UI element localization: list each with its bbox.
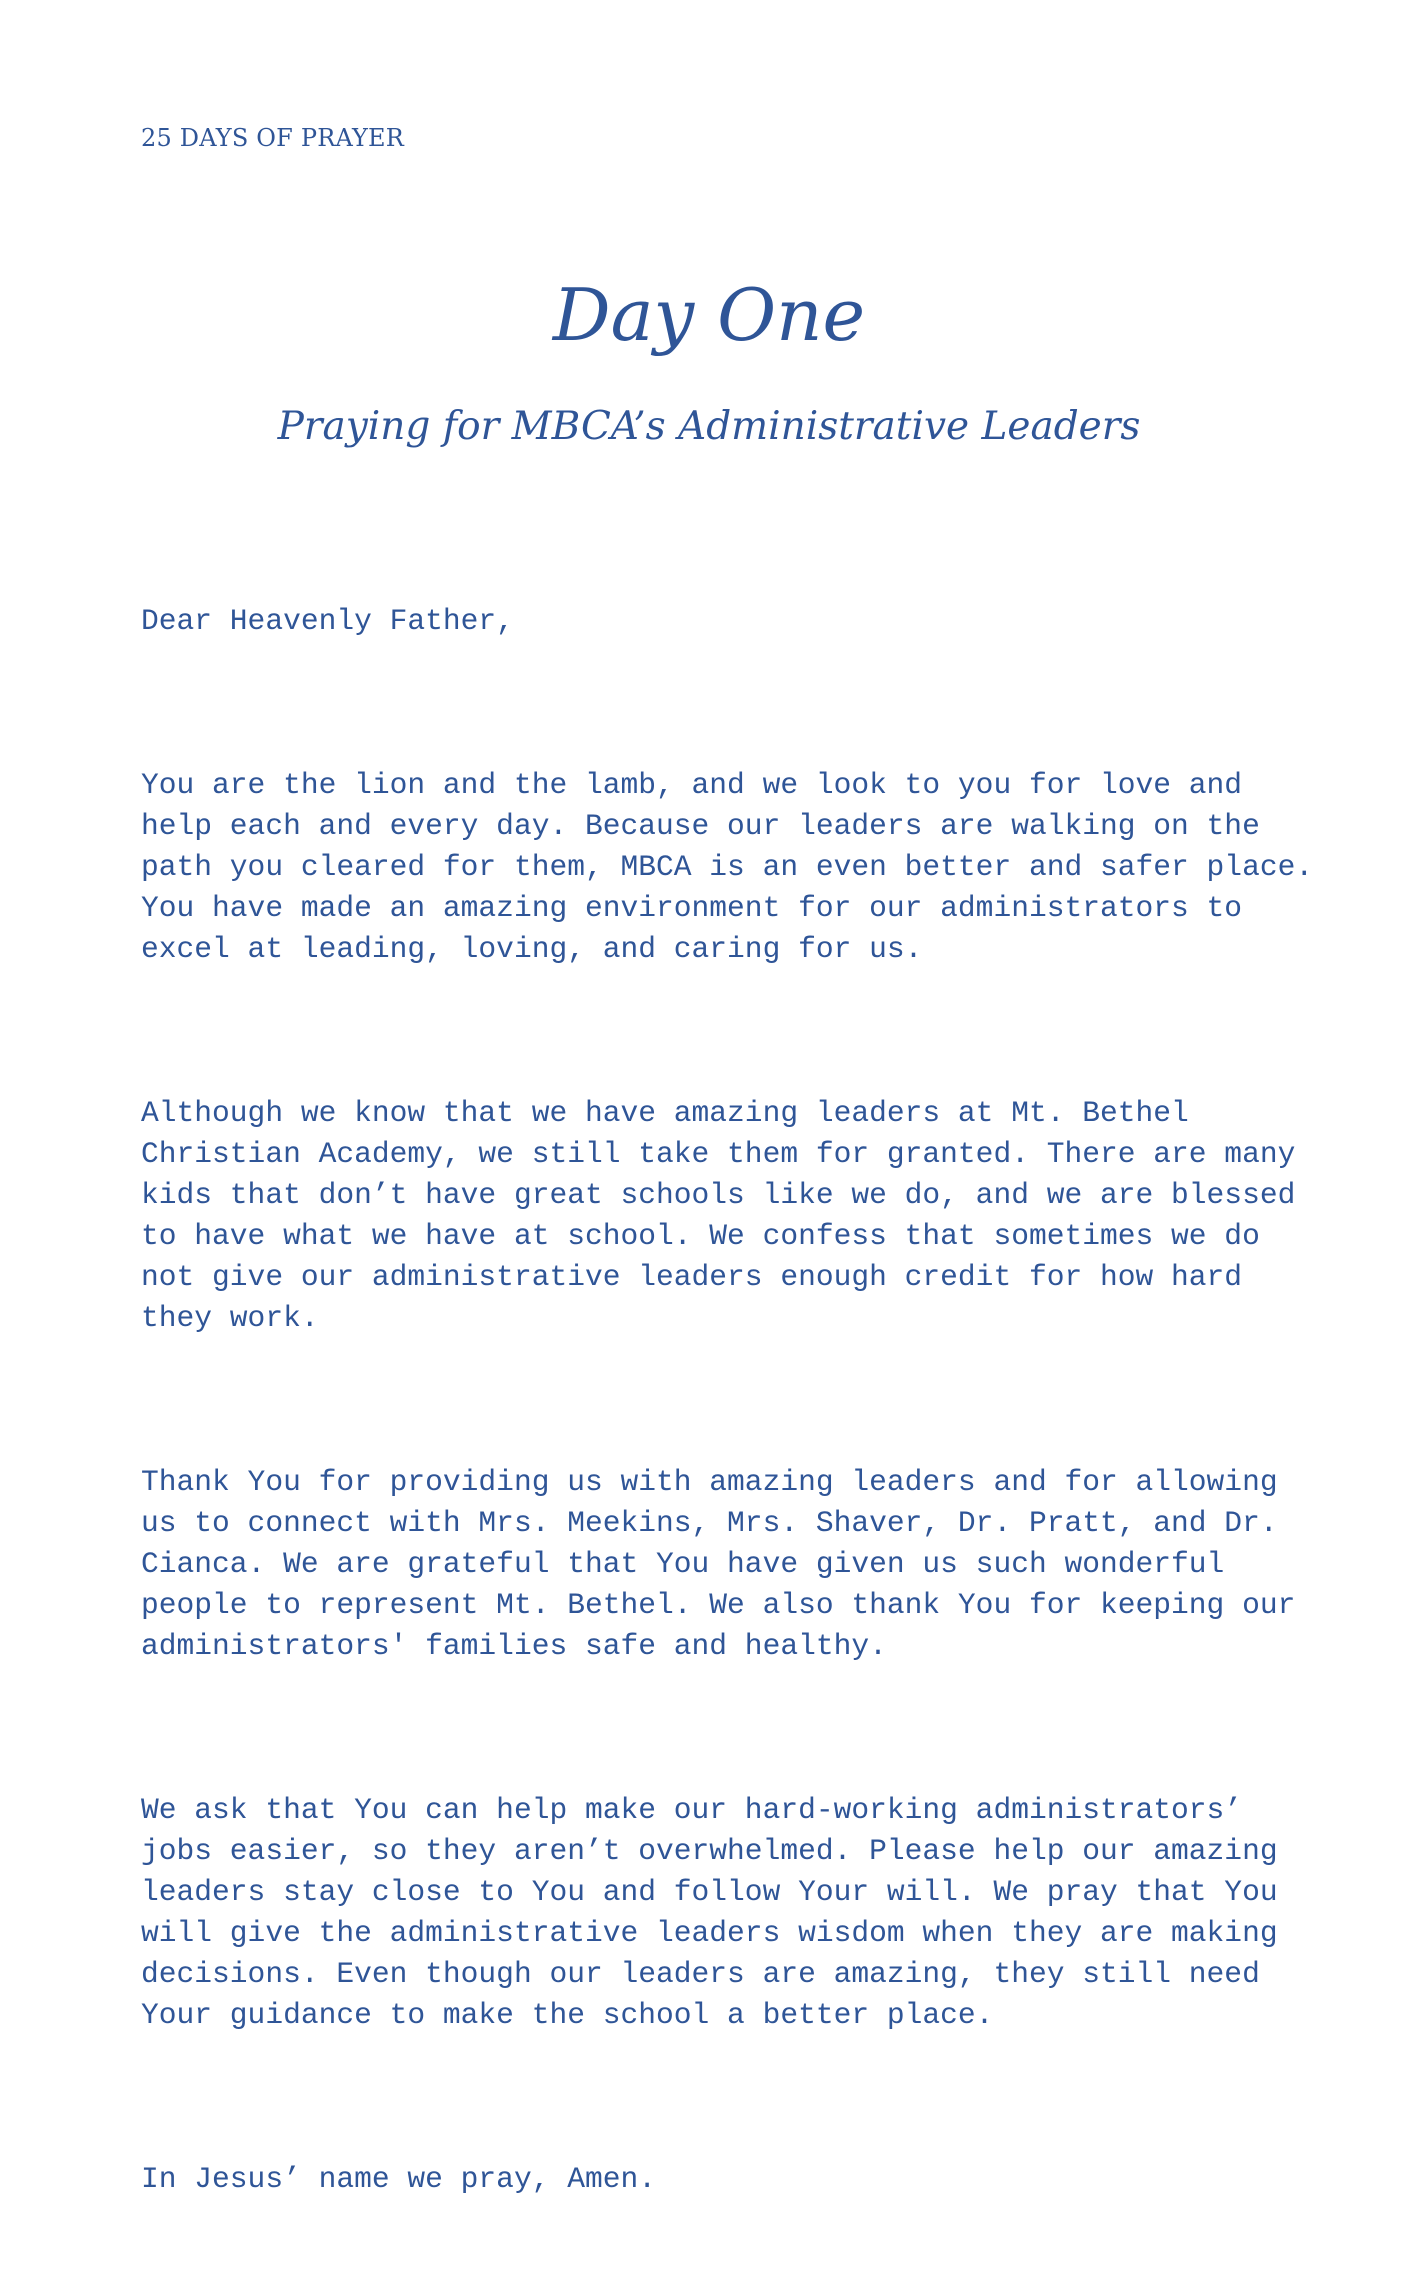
running-header: 25 DAYS OF PRAYER	[141, 124, 405, 152]
paragraph-2: Although we know that we have amazing leaders at Mt. Bethel Christian Academy, we still take them for granted. There are many kids that don’t have great schools like we do, and we are blessed to have what we have at school. We confess that sometimes we do not give our administrative leaders enough credit for how hard they work.	[141, 1096, 1296, 1335]
page-subtitle: Praying for MBCA’s Administrative Leaders	[277, 404, 1141, 449]
paragraph-4: We ask that You can help make our hard-working administrators’ jobs easier, so they aren’t overwhelmed. Please help our amazing leaders stay close to You and follow Your will. We pray that You will give the administrative leaders wisdom when they are making decisions. Even though our leaders are amazing, they still need Your guidance to make the school a better place.	[141, 1793, 1278, 2032]
prayer-body	[141, 519, 1331, 2282]
paragraph-1: You are the lion and the lamb, and we look to you for love and help each and every day. Because our leaders are walking on the path you cleared for them, MBCA is an even better and safer place. You have made an amazing environment for our administrators to excel at leading, loving, and caring for us.	[141, 768, 1314, 966]
salutation: Dear Heavenly Father,	[141, 604, 514, 638]
closing: In Jesus’ name we pray, Amen.	[141, 2162, 657, 2196]
paragraph-3: Thank You for providing us with amazing leaders and for allowing us to connect with Mrs. Meekins, Mrs. Shaver, Dr. Pratt, and Dr. Cianca. We are grateful that You have given us such wonderful people to represent Mt. Bethel. We also thank You for keeping our administrators' families safe and healthy.	[141, 1465, 1296, 1663]
page-title: Day One	[552, 273, 866, 357]
